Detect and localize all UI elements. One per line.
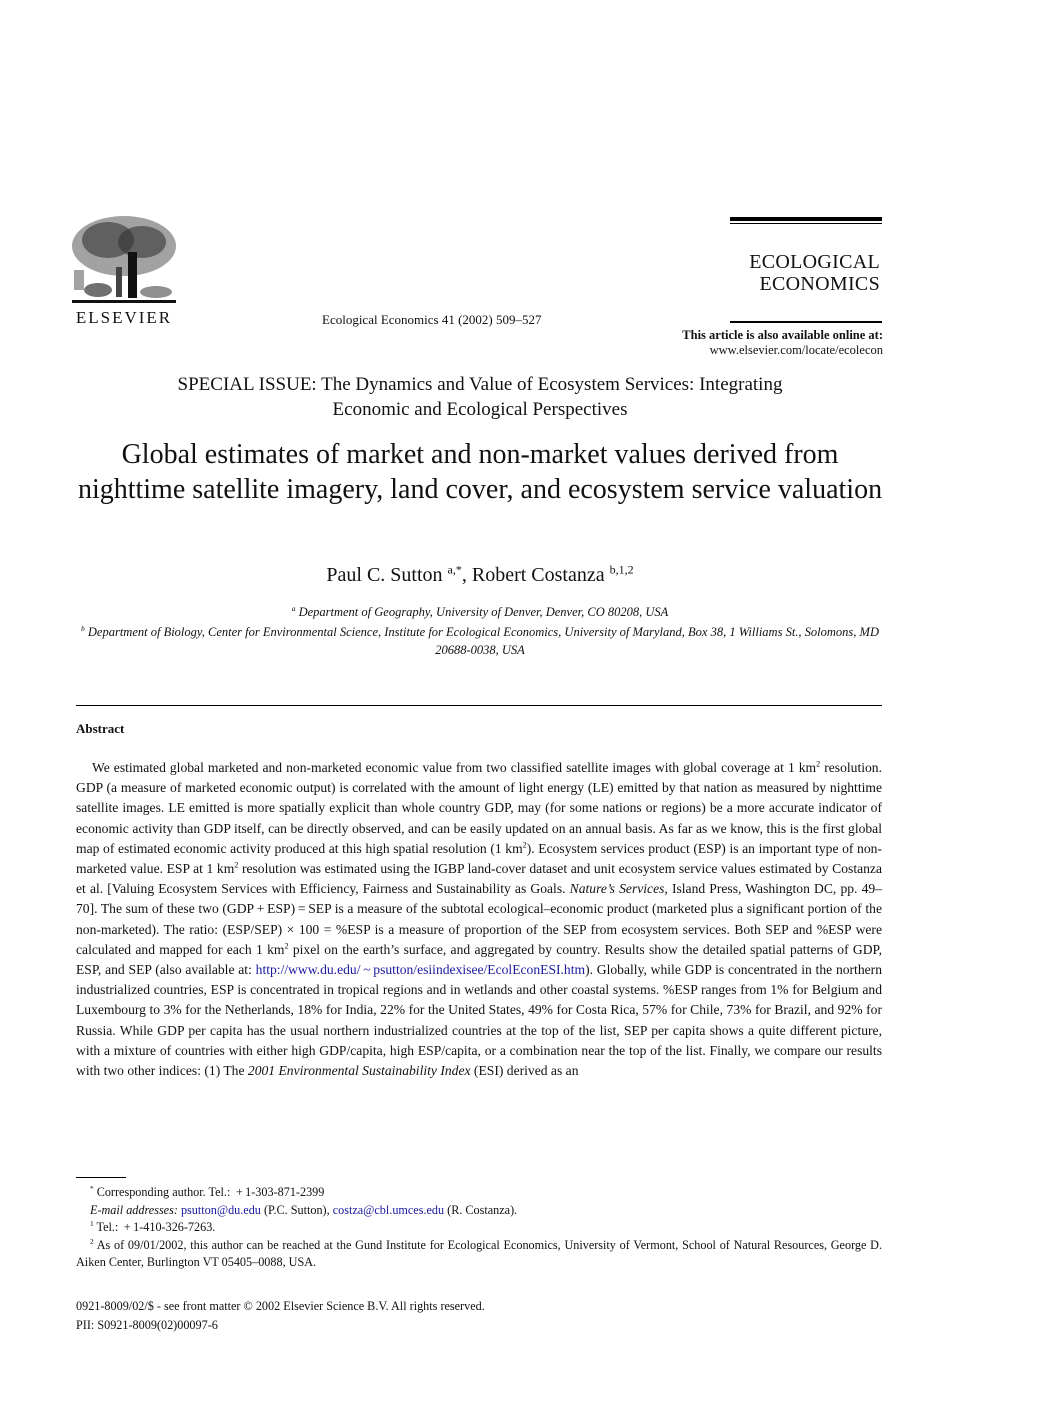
journal-name <box>700 251 880 295</box>
journal-name-line2: ECONOMICS <box>759 273 880 295</box>
abstract-heading: Abstract <box>76 721 125 736</box>
author-name: Paul C. Sutton <box>326 564 443 586</box>
superscript: 2 <box>522 840 527 850</box>
author-separator: , <box>461 564 472 586</box>
affiliation-mark: b <box>81 623 85 633</box>
abstract-body <box>76 758 882 1081</box>
abstract-text: resolution was estimated using the IGBP land-cover dataset and unit ecosystem service values estimated by Costanza et al. [Valuing Ecosystem Services with Efficiency, Fairness and Sustainability as Goals. <box>76 861 882 897</box>
journal-name-line1: ECOLOGICAL <box>749 251 880 273</box>
email-link-costanza[interactable]: costza@cbl.umces.edu <box>332 1202 445 1217</box>
special-issue-line1: SPECIAL ISSUE: The Dynamics and Value of Ecosystem Services: Integrating <box>177 374 783 395</box>
author-name: Robert Costanza <box>471 564 605 586</box>
journal-citation: Ecological Economics 41 (2002) 509–527 <box>322 312 542 327</box>
superscript: 2 <box>816 759 821 769</box>
author-affiliation-marks[interactable]: b,1,2 <box>609 562 634 577</box>
front-matter <box>76 1297 485 1334</box>
footnote-rule <box>76 1177 126 1178</box>
online-url[interactable]: www.elsevier.com/locate/ecolecon <box>709 343 883 357</box>
journal-rule-bottom <box>730 321 882 323</box>
footnote-corresponding <box>76 1184 882 1202</box>
abstract-text: We estimated global marketed and non-marketed economic value from two classified satellite images with global coverage at 1 km <box>92 760 817 775</box>
author-list <box>100 564 860 587</box>
affiliation-mark: a <box>291 603 296 613</box>
special-issue-line2: Economic and Ecological Perspectives <box>332 399 628 420</box>
data-url-link[interactable]: http://www.du.edu/ ~ psutton/esiindexisee/EcolEconESI.htm <box>255 962 586 978</box>
email-link-sutton[interactable]: psutton@du.edu <box>180 1202 261 1217</box>
abstract-text: ). Globally, while GDP is concentrated in the northern industrialized countries, ESP is concentrated in tropical regions and in wetlands and other coastal systems. %ESP ranges from 1% for Belgium and Luxembourg to 3% for the Netherlands, 18% for India, 22% for the United States, 49% for Costa Rica, 57% for Chile, 73% for Brazil, and 92% for Russia. While GDP per capita has the usual northern industrialized countries at the top of the list, SEP per capita shows a quite different picture, with a mixture of countries with either high GDP/capita, high ESP/capita, or a combination near the top of the list. Finally, we compare our results with two other indices: (1) The <box>76 962 882 1079</box>
journal-rule-top <box>730 217 882 221</box>
superscript: 2 <box>234 860 239 870</box>
book-title: Nature’s Services <box>569 881 665 897</box>
footnote-text: As of 09/01/2002, this author can be reached at the Gund Institute for Ecological Economics, University of Vermont, School of Natural Resources, George D. Aiken Center, Burlington VT 05405–0088, USA. <box>76 1237 882 1269</box>
footnotes <box>76 1184 882 1272</box>
affiliation-text: Department of Geography, University of Denver, Denver, CO 80208, USA <box>298 605 669 619</box>
footnote-mark: 2 <box>90 1236 94 1246</box>
footnote-text: Tel.: + 1-410-326-7263. <box>93 1220 216 1234</box>
footnote-2 <box>76 1237 882 1272</box>
article-title: Global estimates of market and non-market values derived from nighttime satellite imagery, land cover, and ecosystem service valuation <box>77 439 883 505</box>
abstract-text: resolution. GDP (a measure of marketed economic output) is correlated with the amount of light energy (LE) emitted by that nation as measured by nighttime satellite images. LE emitted is more spatially explicit than whole country GDP, may (for some nations or regions) be a more accurate indicator of economic activity than GDP itself, can be directly observed, and can be easily updated on an annual basis. As far as we know, this is the first global map of estimated economic activity produced at this high spatial resolution (1 km <box>76 760 882 856</box>
special-issue-heading <box>80 372 880 422</box>
journal-rule-top-thin <box>730 223 882 224</box>
abstract-text: , Island Press, Washington DC, pp. 49–70]. The sum of these two (GDP + ESP) = SEP is a measure of the subtotal ecological–economic product (marketed plus a significant portion of the non-marketed). The ratio: (ESP/SEP) × 100 = %ESP is a measure of proportion of the SEP from ecosystem services. Both SEP and %ESP were calculated and mapped for each 1 km <box>76 881 882 957</box>
footnote-1 <box>76 1219 882 1237</box>
abstract-text: (ESI) derived as an <box>470 1063 579 1079</box>
abstract-text: ). Ecosystem services product (ESP) is an important type of non-marketed value. ESP at 1 km <box>76 840 882 877</box>
affiliation-b <box>70 623 890 659</box>
email-label: E-mail addresses: <box>90 1202 178 1217</box>
section-divider <box>76 705 882 706</box>
footnote-mark: * <box>90 1183 94 1193</box>
affiliation-a <box>80 605 880 620</box>
pii: PII: S0921-8009(02)00097-6 <box>76 1317 218 1332</box>
email-owner: (P.C. Sutton), <box>260 1202 333 1217</box>
author-affiliation-marks[interactable]: a,* <box>447 562 462 577</box>
footnote-text: Corresponding author. Tel.: + 1-303-871-2399 <box>93 1185 325 1199</box>
affiliation-text: Department of Biology, Center for Environmental Science, Institute for Ecological Economics, University of Maryland, Box 38, 1 Williams St., Solomons, MD 20688-0038, USA <box>87 625 879 657</box>
publisher-logo-text: ELSEVIER <box>75 308 173 327</box>
superscript: 2 <box>284 941 289 951</box>
index-title: 2001 Environmental Sustainability Index <box>247 1063 471 1079</box>
footnote-emails <box>76 1202 882 1220</box>
online-availability-note <box>560 328 883 358</box>
tree-logo-icon <box>68 212 180 312</box>
email-owner: (R. Costanza). <box>444 1202 518 1217</box>
footnote-mark: 1 <box>90 1218 94 1228</box>
issn-copyright: 0921-8009/02/$ - see front matter © 2002 Elsevier Science B.V. All rights reserved. <box>76 1299 485 1313</box>
abstract-text: pixel on the earth’s surface, and aggregated by country. Results show the detailed spatial patterns of GDP, ESP, and SEP (also available at: <box>76 941 882 978</box>
online-note-text: This article is also available online at: <box>682 328 883 342</box>
